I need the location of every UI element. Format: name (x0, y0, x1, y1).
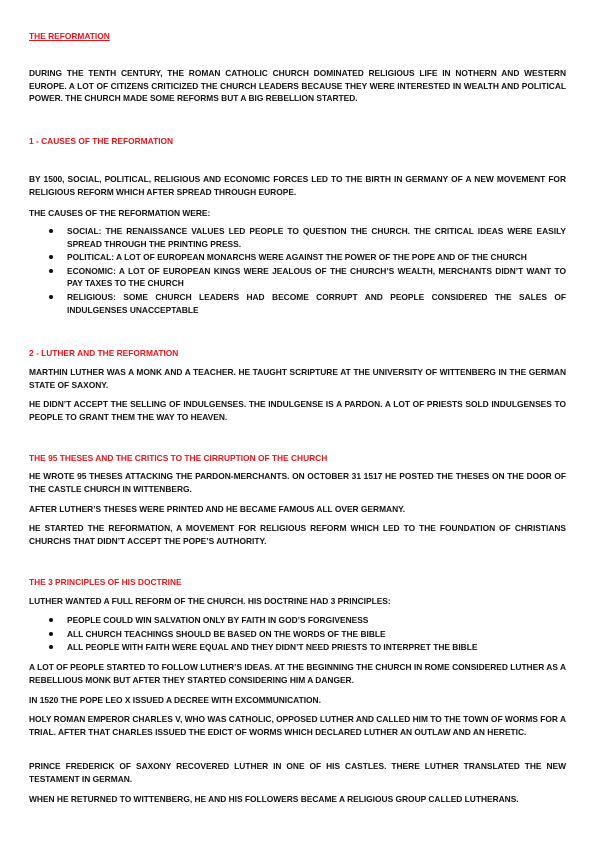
theses-paragraph-1: HE WROTE 95 THESES ATTACKING THE PARDON-MERCHANTS. ON OCTOBER 31 1517 HE POSTED THE THESES ON THE DOOR OF THE CASTLE CHURCH IN WITTENBERG. (29, 471, 566, 494)
bullet-icon (49, 229, 53, 233)
list-item (29, 614, 566, 627)
section-heading-principles: THE 3 PRINCIPLES OF HIS DOCTRINE (29, 577, 182, 587)
luther-paragraph-1: MARTHIN LUTHER WAS A MONK AND A TEACHER. HE TAUGHT SCRIPTURE AT THE UNIVERSITY OF WITTENBERG IN THE GERMAN STATE OF SAXONY. (29, 367, 566, 390)
theses-paragraph-3: HE STARTED THE REFORMATION, A MOVEMENT FOR RELIGIOUS REFORM WHICH LED TO THE FOUNDATION OF CHRISTIANS CHURCHS THAT DIDN’T ACCEPT THE POPE’S AUTHORITY. (29, 523, 566, 546)
bullet-icon (49, 255, 53, 259)
list-item (29, 265, 566, 290)
list-item-text: ALL CHURCH TEACHINGS SHOULD BE BASED ON THE WORDS OF THE BIBLE (67, 628, 386, 639)
bullet-icon (49, 632, 53, 636)
principles-paragraph-3: IN 1520 THE POPE LEO X ISSUED A DECREE WITH EXCOMMUNICATION. (29, 695, 321, 705)
list-item-text: ECONOMIC: A LOT OF EUROPEAN KINGS WERE JEALOUS OF THE CHURCH’S WEALTH, MERCHANTS DIDN’T WANT TO PAY TAXES TO THE CHURCH (67, 265, 566, 289)
causes-paragraph-2: THE CAUSES OF THE REFORMATION WERE: (29, 208, 211, 218)
list-item-text: RELIGIOUS: SOME CHURCH LEADERS HAD BECOME CORRUPT AND PEOPLE CONSIDERED THE SALES OF INDULGENSES UNACCEPTABLE (67, 291, 566, 315)
list-item (29, 291, 566, 316)
section-heading-theses: THE 95 THESES AND THE CRITICS TO THE CIRRUPTION OF THE CHURCH (29, 453, 328, 463)
causes-paragraph-1: BY 1500, SOCIAL, POLITICAL, RELIGIOUS AND ECONOMIC FORCES LED TO THE BIRTH IN GERMANY OF A NEW MOVEMENT FOR RELIGIOUS REFORM WHICH AFTER SPREAD THROUGH EUROPE. (29, 174, 566, 197)
principles-paragraph-5: PRINCE FREDERICK OF SAXONY RECOVERED LUTHER IN ONE OF HIS CASTLES. THERE LUTHER TRANSLATED THE NEW TESTAMENT IN GERMAN. (29, 761, 566, 784)
section-heading-causes: 1 - CAUSES OF THE REFORMATION (29, 136, 174, 146)
list-item (29, 641, 566, 654)
principles-bullet-list (29, 614, 566, 655)
bullet-icon (49, 618, 53, 622)
intro-paragraph: DURING THE TENTH CENTURY, THE ROMAN CATHOLIC CHURCH DOMINATED RELIGIOUS LIFE IN NOTHERN AND WESTERN EUROPE. A LOT OF CITIZENS CRITICIZED THE CHURCH LEADERS BECAUSE THEY WERE INTERESTED IN WEALTH AND POLITICAL POWER. THE CHURCH MADE SOME REFORMS BUT A BIG REBELLION STARTED. (29, 68, 566, 104)
theses-paragraph-2: AFTER LUTHER’S THESES WERE PRINTED AND HE BECAME FAMOUS ALL OVER GERMANY. (29, 504, 406, 514)
list-item (29, 225, 566, 250)
principles-paragraph-4: HOLY ROMAN EMPEROR CHARLES V, WHO WAS CATHOLIC, OPPOSED LUTHER AND CALLED HIM TO THE TOWN OF WORMS FOR A TRIAL. AFTER THAT CHARLES ISSUED THE EDICT OF WORMS WHICH DECLARED LUTHER AN OUTLAW AND AN HERETIC. (29, 714, 566, 737)
list-item (29, 251, 566, 264)
document-title: THE REFORMATION (29, 31, 110, 41)
list-item-text: PEOPLE COULD WIN SALVATION ONLY BY FAITH IN GOD’S FORGIVENESS (67, 615, 369, 625)
causes-bullet-list (29, 225, 566, 317)
principles-paragraph-2: A LOT OF PEOPLE STARTED TO FOLLOW LUTHER’S IDEAS. AT THE BEGINNING THE CHURCH IN ROME CONSIDERED LUTHER AS A REBELLIOUS MONK BUT AFTER THEY STARTED CONSIDERING HIM A DANGER. (29, 662, 566, 685)
list-item-text: ALL PEOPLE WITH FAITH WERE EQUAL AND THEY DIDN’T NEED PRIESTS TO INTERPRET THE BIBLE (67, 642, 478, 653)
luther-paragraph-2: HE DIDN’T ACCEPT THE SELLING OF INDULGENSES. THE INDULGENSE IS A PARDON. A LOT OF PRIESTS SOLD INDULGENSES TO PEOPLE TO GRANT THEM THE WAY TO HEAVEN. (29, 399, 566, 422)
list-item-text: SOCIAL: THE RENAISSANCE VALUES LED PEOPLE TO QUESTION THE CHURCH. THE CRITICAL IDEAS WERE EASILY SPREAD THROUGH THE PRINTING PRESS. (67, 226, 566, 249)
principles-paragraph-6: WHEN HE RETURNED TO WITTENBERG, HE AND HIS FOLLOWERS BECAME A RELIGIOUS GROUP CALLED LUTHERANS. (29, 794, 519, 804)
list-item (29, 628, 566, 641)
bullet-icon (49, 295, 53, 299)
section-heading-luther: 2 - LUTHER AND THE REFORMATION (29, 348, 179, 358)
bullet-icon (49, 645, 53, 649)
list-item-text: POLITICAL: A LOT OF EUROPEAN MONARCHS WERE AGAINST THE POWER OF THE POPE AND OF THE CHURCH (67, 252, 527, 263)
bullet-icon (49, 269, 53, 273)
principles-paragraph-1: LUTHER WANTED A FULL REFORM OF THE CHURCH. HIS DOCTRINE HAD 3 PRINCIPLES: (29, 596, 391, 606)
